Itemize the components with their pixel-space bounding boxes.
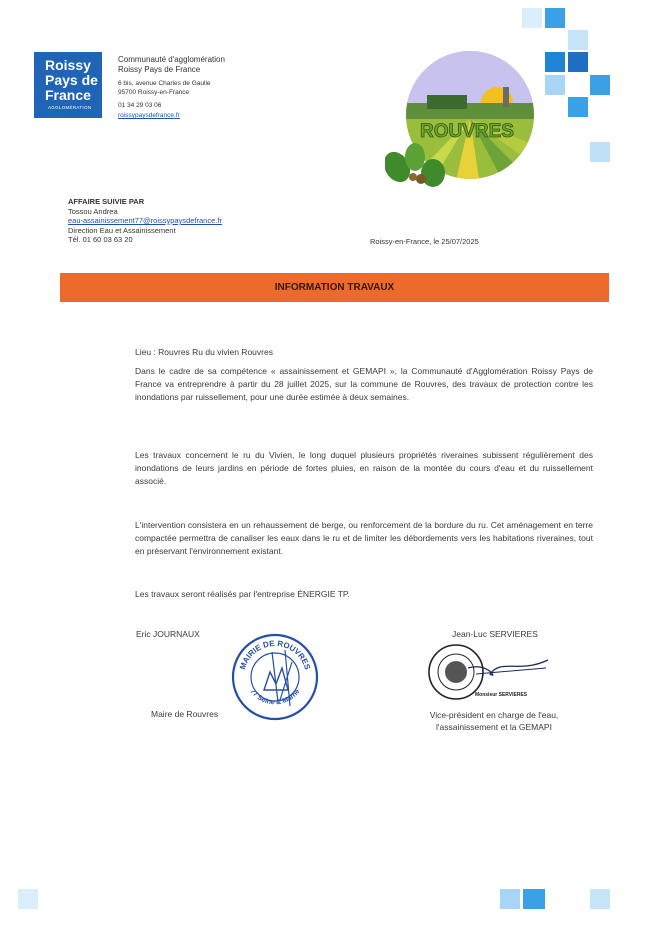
paragraph-3: L'intervention consistera en un rehaussement de berge, ou renforcement de la bordure du ru. Cet aménagement en terre compactée permettra de canaliser les eaux dans le ru et de limiter les débordements vers les habitations riveraines, tout en préservant l'environnement existant. [135,520,593,557]
paragraph-2: Les travaux concernent le ru du Vivien, le long duquel plusieurs propriétés riveraines subissent régulièrement des inondations de leurs jardins en période de fortes pluies, en raison de la montée du cours d'eau et du ruissellement associé. [135,450,593,487]
title-banner [60,273,609,302]
rouvres-town-logo [385,45,550,195]
location-line: Lieu : Rouvres Ru du vivien Rouvres [135,347,273,357]
org-phone: 01 34 29 03 06 [118,102,162,109]
logo-line-1: Roissy [45,57,91,73]
org-name-1: Communauté d'agglomération [118,55,225,64]
logo-line-3: France [45,87,91,103]
org-name-2: Roissy Pays de France [118,65,201,74]
banner-title: INFORMATION TRAVAUX [274,282,395,293]
org-website-link[interactable]: roissypaysdefrance.fr [118,112,180,119]
organization-header [118,55,225,121]
paragraph-4: Les travaux seront réalisés par l'entreprise ÉNERGIE TP. [135,589,350,599]
case-heading: AFFAIRE SUIVIE PAR [68,197,145,206]
vice-president-name: Jean-Luc SERVIERES [452,629,538,639]
svg-text:77 Seine & Marne [249,688,302,706]
vice-president-role: Vice-président en charge de l'eau, l'assainissement et la GEMAPI [429,710,559,732]
org-address-1: 6 bis, avenue Charles de Gaulle [118,80,211,87]
logo-line-2: Pays de [45,72,98,88]
mayor-stamp-bottom-text: 77 Seine & Marne [248,688,302,707]
mayor-name: Eric JOURNAUX [136,629,200,639]
town-logo-text: ROUVRES [420,121,514,142]
case-contact-block [68,197,222,245]
agglomeration-logo [34,52,102,118]
org-address-2: 95700 Roissy-en-France [118,89,190,96]
mayor-stamp [230,632,320,722]
vice-president-stamp-label: Monsieur SERVIERES [475,692,528,698]
case-department: Direction Eau et Assainissement [68,225,176,235]
case-contact-name: Tossou Andrea [68,206,118,216]
case-phone: Tél. 01 60 03 63 20 [68,235,133,244]
paragraph-1: Dans le cadre de sa compétence « assainissement et GEMAPI », la Communauté d'Agglomération Roissy Pays de France va entreprendre à partir du 28 juillet 2025, sur la commune de Rouvres, des travaux de protection contre les inondations par ruissellement, pour une durée estimée à deux semaines. [135,366,593,403]
case-contact-email-link[interactable]: eau-assainissement77@roissypaysdefrance.fr [68,216,222,225]
mayor-role: Maire de Rouvres [151,709,219,719]
date-line: Roissy-en-France, le 25/07/2025 [370,237,479,246]
mayor-stamp-top-text: MAIRIE DE ROUVRES [237,638,312,671]
logo-line-4: AGGLOMÉRATION [48,105,92,110]
